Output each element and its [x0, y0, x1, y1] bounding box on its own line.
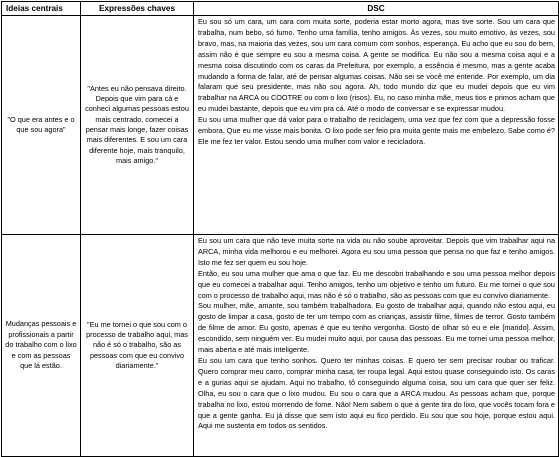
- dsc-paragraph: Sou mulher, mãe, amante, sou também trabalhadora. Eu gosto de trabalhar aqui, quando não estou aqui, eu gosto de limpar a casa, gosto de ter um tempo com as crianças, assistir filme, filmes de terror. Gosto também de filme de amor. Eu gosto, apenas é que eu tenho vergonha. Gosto de olhar só eu e ele [marido]. Assim, escondido, sem ninguém ver. Eu mudei muito aqui, por causa das pessoas. Eu me tornei uma pessoa melhor, mais aberta e até mais inteligente.: [198, 301, 555, 355]
- dsc-paragraph: Eu sou um cara que tenho sonhos. Quero ter minhas coisas. E quero ter sem precisar roubar ou traficar. Quero comprar meu carro, comprar minha casa, ter roupa legal. Aqui estou quase conseguindo isto. Os caras e a gurias aqui se ajudam. Aqui no trabalho, tô conseguindo alguma coisa, sou um cara que quer ser feliz. Olha, eu sou o cara que o lixo mudou. Eu sou o cara que a ARCA mudou. As pessoas acham que, porque trabalha no lixo, estou morrendo de fome. Não! Nem sabem o que a gente tira do lixo, que vocês tocam fora e que a gente ganha. Eu já disse que sem isto aqui eu fico perdido. Eu sou que sou hoje, porque estou aqui. Aqui me sustenta em todos os sentidos.: [198, 355, 555, 431]
- header-ideias-centrais: Ideias centrais: [2, 2, 81, 16]
- dsc-cell: [194, 235, 559, 457]
- table-row: [2, 16, 559, 235]
- key-expression-cell: "Eu me tornei o que sou com o processo de trabalho aqui, mas não é só o trabalho, são as pessoas com que eu convivo diariamente.": [81, 235, 194, 457]
- central-idea-cell: Mudanças pessoais e profissionais a partir do trabalho com o lixo e com as pessoas que lá estão.: [2, 235, 81, 457]
- central-idea-cell: "O que era antes e o que sou agora": [2, 16, 81, 235]
- dsc-paragraph: Então, eu sou uma mulher que ama o que faz. Eu me descobri trabalhando e sou uma pessoa melhor depois que eu comecei a trabalhar aqui. Tenho amigos, tenho um objetivo e tenho um futuro. Eu me tornei o que sou com o processo de trabalho aqui, mas não é só o trabalho, são as pessoas com que eu convivo diariamente.: [198, 268, 555, 300]
- dsc-paragraph: Eu sou só um cara, um cara com muita sorte, poderia estar morto agora, mas tive sorte. Sou um cara que trabalha, num bebo, só fumo. Tenho uma família, tenho amigos. Às vezes, sou muito emotivo, às vezes, sou bravo, mas, na maioria das vezes, sou um cara comum com sonhos, esperança. Eu acho que eu sou do bem, assim não é que sempre eu sou a mesma coisa. A gente se modifica. Eu não sou a mesma coisa aqui e a mesma coisa discutindo com os caras da Prefeitura, por exemplo, a essência é mesmo, mas a gente acaba mudando a forma de falar, até de pensar algumas coisas. Não sei se você me entende. Por exemplo, um dia falaram que seu presidente, mas não sou agora. Ah, todo mundo diz que eu mudei depois que eu vim trabalhar na ARCA ou COOTRE ou com o lixo (risos). Eu, no caso minha mãe, meus tios e primos acham que eu mudei bastante, depois que eu vim pra cá. Até o modo de conversar e se expressar mudou.: [198, 17, 555, 114]
- dsc-paragraph: Eu sou uma mulher que dá valor para o trabalho de reciclagem, uma vez que fez com que a depressão fosse embora. Que eu me visse mais bonita. O lixo pode ser feio pra muita gente mais me embelezo. Sabe como é? Ele me fez ter valor. Estou sendo uma mulher com valor e recicladora.: [198, 115, 555, 146]
- header-expressoes-chaves: Expressões chaves: [81, 2, 194, 16]
- dsc-table: [1, 1, 559, 457]
- table-row: [2, 235, 559, 457]
- header-row: [2, 2, 559, 16]
- dsc-cell: [194, 16, 559, 235]
- header-dsc: DSC: [194, 2, 559, 16]
- dsc-paragraph: Eu sou um cara que não teve muita sorte na vida ou não soube aproveitar. Depois que vim trabalhar aqui na ARCA, minha vida melhorou e eu melhorei. Agora eu sou uma pessoa que pensa no que faz e tenho amigos. Isto me fez ser quem eu sou hoje.: [198, 236, 555, 267]
- key-expression-cell: "Antes eu não pensava direito. Depois que vim para cá e conheci algumas pessoas estou mais centrado, comecei a pensar mais longe, fazer coisas mais diferentes. E sou um cara diferente hoje, mais tranquilo, mais amigo.": [81, 16, 194, 235]
